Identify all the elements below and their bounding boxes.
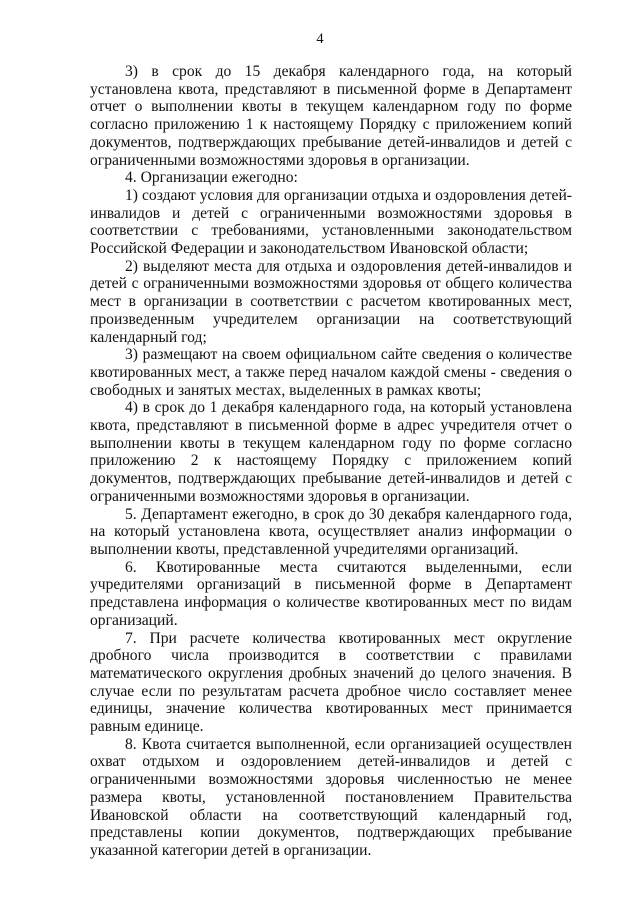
section-6-allocated-places: 6. Квотированные места считаются выделенными, если учредителями организаций в письменной форме в Департамент представлена информация о количестве квотированных мест по видам организаций.: [90, 558, 572, 629]
paragraph-4-1-conditions: 1) создают условия для организации отдыха и оздоровления детей-инвалидов и детей с ограниченными возможностями здоровья в соответствии с требованиями, установленными законодательством Российской Федерации и законодательством Ивановской области;: [90, 186, 572, 258]
paragraph-4-2-places: 2) выделяют места для отдыха и оздоровления детей-инвалидов и детей с ограниченными возможностями здоровья от общего количества мест в организации в соответствии с расчетом квотированных мест, произведенным учредителем организации на соответствующий календарный год;: [90, 257, 572, 346]
section-4-heading: 4. Организации ежегодно:: [125, 169, 298, 187]
paragraph-4-3-website: 3) размещают на своем официальном сайте сведения о количестве квотированных мест, а также перед началом каждой смены - сведения о свободных и занятых местах, выделенных в рамках квоты;: [90, 346, 572, 399]
paragraph-3-report-to-department: 3) в срок до 15 декабря календарного года, на который установлена квота, представляют в письменной форме в Департамент отчет о выполнении квоты в текущем календарном году по форме согласно приложению 1 к настоящему Порядку с приложением копий документов, подтверждающих пребывание детей-инвалидов и детей с ограниченными возможностями здоровья в организации.: [90, 63, 572, 169]
section-8-quota-fulfilled: 8. Квота считается выполненной, если организацией осуществлен охват отдыхом и оздоровлением детей-инвалидов и детей с ограниченными возможностями здоровья численностью не менее размера квоты, установленной постановлением Правительства Ивановской области на соответствующий календарный год, представлены копии документов, подтверждающих пребывание указанной категории детей в организации.: [90, 735, 572, 859]
page-number: 4: [316, 31, 324, 47]
section-5-analysis: 5. Департамент ежегодно, в срок до 30 декабря календарного года, на который установлена квота, осуществляет анализ информации о выполнении квоты, представленной учредителями организаций.: [90, 505, 572, 558]
section-7-rounding: 7. При расчете количества квотированных мест округление дробного числа производится в соответствии с правилами математического округления дробных значений до целого значения. В случае если по результатам расчета дробное число составляет менее единицы, значение количества квотированных мест принимается равным единице.: [90, 629, 572, 736]
document-body: [90, 63, 572, 860]
paragraph-4-4-report-to-founder: 4) в срок до 1 декабря календарного года, на который установлена квота, представляют в письменной форме в адрес учредителя отчет о выполнении квоты в текущем календарном году по форме согласно приложению 2 к настоящему Порядку с приложением копий документов, подтверждающих пребывание детей-инвалидов и детей с ограниченными возможностями здоровья в организации.: [90, 399, 572, 505]
